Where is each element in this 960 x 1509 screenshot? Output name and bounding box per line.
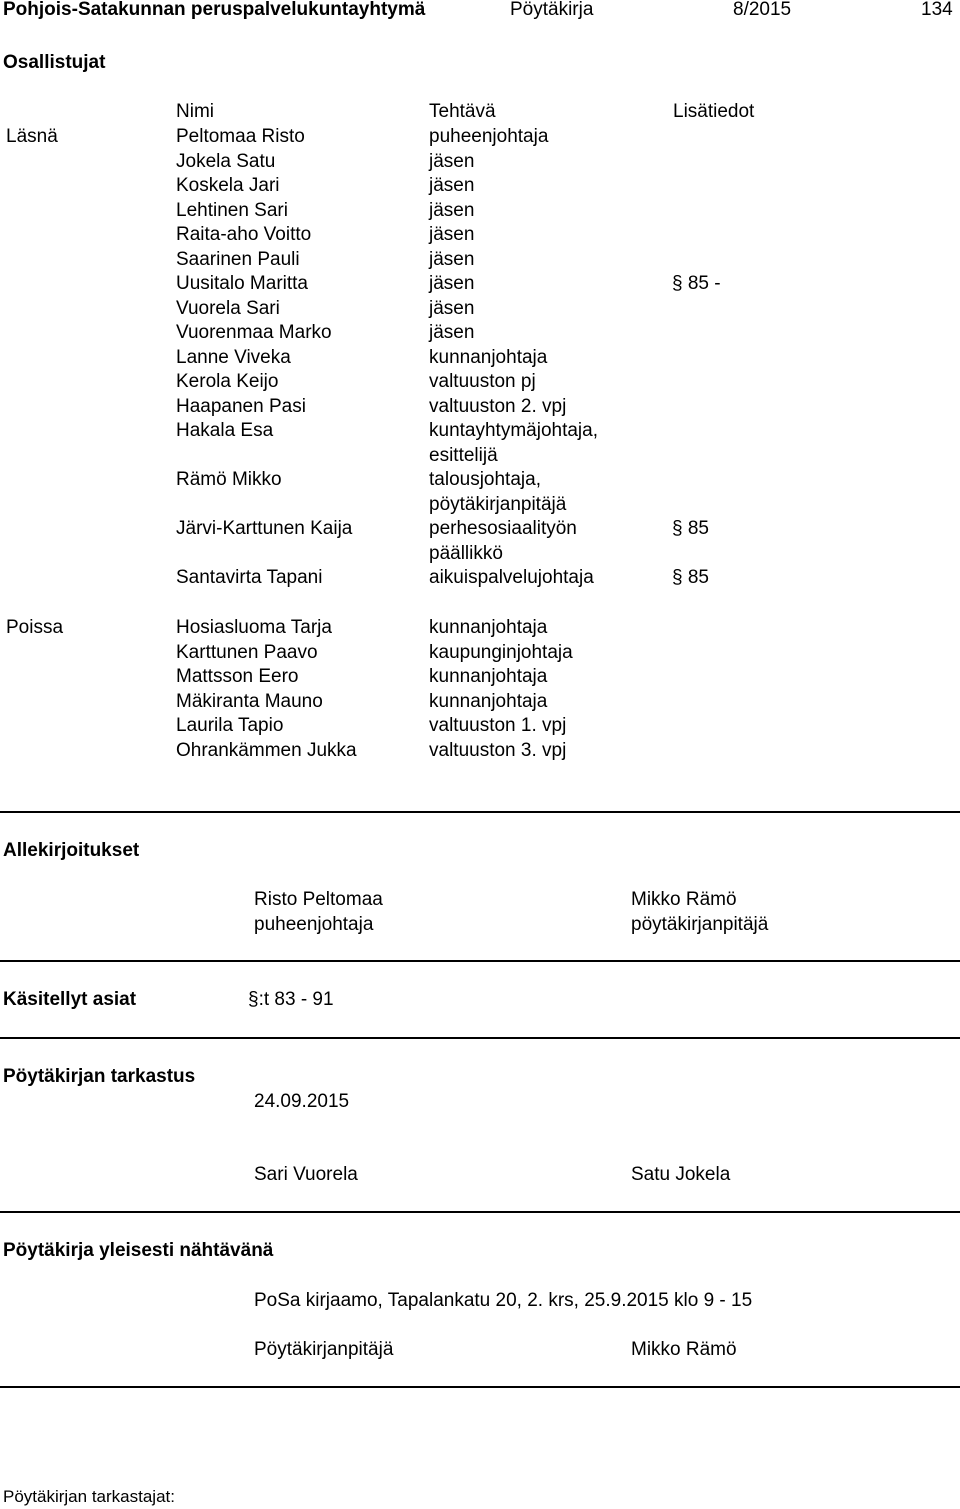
signer-right-role: pöytäkirjanpitäjä: [631, 914, 769, 935]
participant-name: Koskela Jari: [176, 175, 280, 196]
participant-role: valtuuston pj: [429, 371, 536, 392]
participant-name: Raita-aho Voitto: [176, 224, 312, 245]
participant-name: Vuorenmaa Marko: [176, 322, 332, 343]
participant-name: Kerola Keijo: [176, 371, 279, 392]
public-display-title: Pöytäkirja yleisesti nähtävänä: [3, 1240, 274, 1261]
divider: [0, 1211, 960, 1213]
doc-type: Pöytäkirja: [510, 0, 594, 20]
participant-name: Saarinen Pauli: [176, 248, 300, 270]
handled-title: Käsitellyt asiat: [3, 989, 137, 1010]
participant-info-value: 85: [687, 518, 709, 539]
absent-name: Ohrankämmen Jukka: [176, 739, 357, 761]
participant-name: Lanne Viveka: [176, 346, 291, 368]
participant-role: kuntayhtymäjohtaja,: [429, 420, 598, 441]
absent-label: Poissa: [6, 617, 64, 638]
participant-info: [672, 518, 709, 540]
participant-role: jäsen: [429, 199, 475, 221]
participant-role: puheenjohtaja: [429, 126, 549, 147]
col-header-info: Lisätiedot: [673, 101, 755, 122]
present-label: Läsnä: [6, 126, 58, 147]
participant-role: aikuispalvelujohtaja: [429, 567, 594, 588]
participant-info: [672, 567, 709, 589]
absent-role: kunnanjohtaja: [429, 690, 548, 712]
org-name: Pohjois-Satakunnan peruspalvelukuntayhtymä: [3, 0, 426, 20]
participant-name: Hakala Esa: [176, 420, 274, 441]
absent-name: Mäkiranta Mauno: [176, 690, 323, 712]
reviewers-label: Pöytäkirjan tarkastajat:: [3, 1487, 175, 1506]
participants-title: Osallistujat: [3, 52, 106, 73]
participant-role: jäsen: [429, 273, 475, 294]
divider: [0, 960, 960, 962]
page-number: 134: [921, 0, 953, 20]
review-date: 24.09.2015: [254, 1091, 350, 1112]
secretary-label: Pöytäkirjanpitäjä: [254, 1339, 394, 1360]
participant-name: Peltomaa Risto: [176, 126, 305, 147]
divider: [0, 1386, 960, 1388]
col-header-name: Nimi: [176, 101, 214, 122]
absent-name: Karttunen Paavo: [176, 641, 318, 663]
handled-items: [248, 989, 334, 1011]
participant-info: [672, 273, 721, 295]
absent-name: Mattsson Eero: [176, 666, 299, 687]
participant-role: jäsen: [429, 150, 475, 172]
participant-name: Uusitalo Maritta: [176, 273, 308, 294]
participant-role: jäsen: [429, 322, 475, 343]
participant-role: jäsen: [429, 248, 475, 270]
participant-name: Haapanen Pasi: [176, 395, 306, 417]
review-title: Pöytäkirjan tarkastus: [3, 1066, 196, 1087]
participant-role: valtuuston 2. vpj: [429, 395, 567, 417]
section-sign-icon: §: [672, 273, 688, 294]
participant-info-value: 85: [687, 567, 709, 588]
reviewer-2: Satu Jokela: [631, 1164, 731, 1185]
absent-role: kunnanjohtaja: [429, 666, 548, 687]
divider: [0, 811, 960, 813]
participant-role: jäsen: [429, 297, 475, 319]
absent-role: valtuuston 1. vpj: [429, 715, 567, 736]
absent-role: kaupunginjohtaja: [429, 641, 573, 663]
signatures-title: Allekirjoitukset: [3, 840, 140, 861]
participant-name: Santavirta Tapani: [176, 567, 323, 588]
participant-name: Järvi-Karttunen Kaija: [176, 518, 353, 539]
meeting-number: 8/2015: [733, 0, 792, 20]
participant-info-value: 85 -: [687, 273, 721, 294]
absent-name: Hosiasluoma Tarja: [176, 617, 332, 638]
col-header-role: Tehtävä: [429, 101, 496, 122]
participant-role: kunnanjohtaja: [429, 346, 548, 368]
participant-name: Rämö Mikko: [176, 469, 282, 490]
absent-name: Laurila Tapio: [176, 715, 284, 736]
signer-left-role: puheenjohtaja: [254, 914, 374, 935]
absent-role: valtuuston 3. vpj: [429, 739, 567, 761]
signer-right-name: Mikko Rämö: [631, 889, 737, 910]
signer-left-name: Risto Peltomaa: [254, 889, 383, 910]
section-sign-icon: §: [672, 518, 688, 539]
absent-role: kunnanjohtaja: [429, 617, 548, 638]
section-sign-icon: §: [672, 567, 688, 588]
participant-role: jäsen: [429, 224, 475, 245]
section-sign-icon: §: [248, 989, 259, 1010]
participant-role: pöytäkirjanpitäjä: [429, 493, 567, 515]
reviewer-1: Sari Vuorela: [254, 1164, 358, 1185]
participant-role: talousjohtaja,: [429, 469, 541, 490]
participant-role: päällikkö: [429, 542, 503, 564]
participant-role: esittelijä: [429, 444, 498, 466]
participant-role: jäsen: [429, 175, 475, 196]
handled-value: :t 83 - 91: [258, 989, 334, 1010]
secretary-name: Mikko Rämö: [631, 1339, 737, 1360]
public-display-place: PoSa kirjaamo, Tapalankatu 20, 2. krs, 25.9.2015 klo 9 - 15: [254, 1290, 753, 1311]
participant-name: Lehtinen Sari: [176, 199, 288, 221]
participant-name: Vuorela Sari: [176, 297, 280, 319]
participant-name: Jokela Satu: [176, 150, 276, 172]
participant-role: perhesosiaalityön: [429, 518, 577, 539]
divider: [0, 1037, 960, 1039]
